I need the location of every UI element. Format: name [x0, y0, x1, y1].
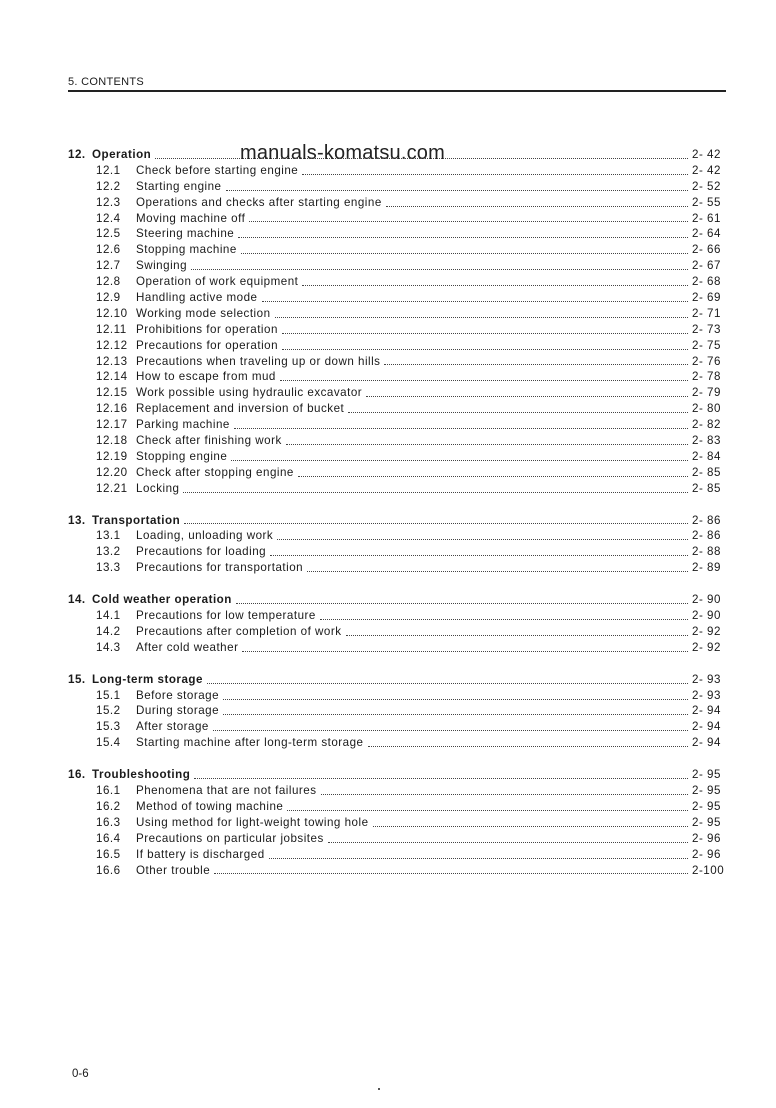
- toc-title: Locking: [136, 481, 180, 495]
- toc-entry[interactable]: [68, 354, 730, 370]
- toc-chapter-entry[interactable]: [68, 592, 730, 608]
- toc-page: 2- 88: [692, 545, 721, 559]
- dot-leader: [373, 825, 688, 827]
- toc-page: 2- 85: [692, 465, 721, 479]
- dot-leader: [277, 538, 688, 540]
- toc-section: [68, 767, 730, 878]
- dot-leader: [282, 348, 688, 350]
- toc-number: 13.2: [96, 545, 121, 559]
- dot-leader: [368, 745, 689, 747]
- toc-title: If battery is discharged: [136, 847, 265, 861]
- toc-title: Precautions for loading: [136, 545, 267, 559]
- toc-number: 12.16: [96, 402, 128, 416]
- toc-page: 2- 73: [692, 322, 721, 336]
- toc-entry[interactable]: [68, 640, 730, 656]
- toc-number: 16.3: [96, 815, 121, 829]
- toc-entry[interactable]: [68, 242, 730, 258]
- toc-entry[interactable]: [68, 322, 730, 338]
- toc-page: 2- 92: [692, 624, 721, 638]
- toc-title: Swinging: [136, 259, 188, 273]
- toc-title: Cold weather operation: [92, 593, 232, 607]
- toc-title: Moving machine off: [136, 211, 246, 225]
- toc-number: 13.1: [96, 529, 121, 543]
- toc-title: Precautions after completion of work: [136, 624, 342, 638]
- toc-entry[interactable]: [68, 831, 730, 847]
- toc-number: 16.4: [96, 831, 121, 845]
- toc-number: 12.13: [96, 354, 128, 368]
- toc-entry[interactable]: [68, 815, 730, 831]
- dot-leader: [242, 650, 688, 652]
- dot-leader: [223, 698, 688, 700]
- toc-number: 12.18: [96, 434, 128, 448]
- toc-page: 2- 95: [692, 784, 721, 798]
- dot-leader: [191, 268, 688, 270]
- toc-page: 2- 85: [692, 481, 721, 495]
- toc-page: 2- 76: [692, 354, 721, 368]
- toc-number: 12.10: [96, 306, 128, 320]
- dot-leader: [321, 793, 689, 795]
- toc-page: 2- 95: [692, 799, 721, 813]
- toc-entry[interactable]: [68, 560, 730, 576]
- toc-page: 2- 96: [692, 831, 721, 845]
- toc-title: Long-term storage: [92, 672, 203, 686]
- dot-leader: [226, 189, 689, 191]
- dot-leader: [280, 379, 688, 381]
- dot-leader: [249, 220, 688, 222]
- toc-title: Troubleshooting: [92, 768, 191, 782]
- table-of-contents: [68, 147, 730, 894]
- header-title: 5. CONTENTS: [68, 76, 145, 88]
- toc-title: Starting machine after long-term storage: [136, 736, 364, 750]
- toc-entry[interactable]: [68, 688, 730, 704]
- page-number: 0-6: [72, 1068, 89, 1080]
- toc-section: [68, 592, 730, 656]
- toc-entry[interactable]: [68, 369, 730, 385]
- toc-page: 2- 84: [692, 449, 721, 463]
- toc-title: Before storage: [136, 688, 220, 702]
- toc-number: 12.11: [96, 322, 127, 336]
- toc-page: 2- 68: [692, 275, 721, 289]
- toc-title: During storage: [136, 704, 220, 718]
- toc-page: 2- 42: [692, 163, 721, 177]
- toc-title: Steering machine: [136, 227, 235, 241]
- toc-title: Transportation: [92, 513, 181, 527]
- toc-entry[interactable]: [68, 274, 730, 290]
- toc-entry[interactable]: [68, 449, 730, 465]
- toc-number: 12.20: [96, 465, 128, 479]
- toc-number: 12.1: [96, 163, 121, 177]
- dot-leader: [298, 475, 688, 477]
- toc-entry[interactable]: [68, 719, 730, 735]
- dot-leader: [241, 252, 688, 254]
- toc-entry[interactable]: [68, 338, 730, 354]
- toc-page: 2- 94: [692, 736, 721, 750]
- toc-title: Phenomena that are not failures: [136, 784, 317, 798]
- scan-mark: [378, 1088, 380, 1090]
- toc-entry[interactable]: [68, 211, 730, 227]
- toc-entry[interactable]: [68, 385, 730, 401]
- toc-chapter-entry[interactable]: [68, 147, 730, 163]
- toc-page: 2- 55: [692, 195, 721, 209]
- toc-title: Check before starting engine: [136, 163, 299, 177]
- toc-entry[interactable]: [68, 704, 730, 720]
- toc-number: 16.1: [96, 784, 121, 798]
- toc-title: Precautions for transportation: [136, 561, 304, 575]
- toc-section: [68, 513, 730, 577]
- dot-leader: [302, 284, 688, 286]
- toc-section: [68, 672, 730, 751]
- toc-entry[interactable]: [68, 417, 730, 433]
- toc-entry[interactable]: [68, 735, 730, 751]
- toc-number: 12.17: [96, 418, 128, 432]
- toc-title: After cold weather: [136, 640, 239, 654]
- toc-page: 2- 61: [692, 211, 721, 225]
- dot-leader: [236, 602, 688, 604]
- toc-entry[interactable]: [68, 290, 730, 306]
- toc-number: 16.: [68, 768, 86, 782]
- toc-entry[interactable]: [68, 226, 730, 242]
- dot-leader: [238, 236, 688, 238]
- toc-entry[interactable]: [68, 528, 730, 544]
- toc-page: 2- 90: [692, 609, 721, 623]
- dot-leader: [282, 332, 688, 334]
- dot-leader: [384, 363, 688, 365]
- toc-number: 12.14: [96, 370, 128, 384]
- toc-number: 15.2: [96, 704, 121, 718]
- toc-title: Prohibitions for operation: [136, 322, 278, 336]
- toc-number: 14.1: [96, 609, 121, 623]
- toc-entry[interactable]: [68, 163, 730, 179]
- dot-leader: [262, 300, 689, 302]
- dot-leader: [348, 411, 688, 413]
- dot-leader: [214, 872, 688, 874]
- dot-leader: [302, 173, 688, 175]
- toc-entry[interactable]: [68, 799, 730, 815]
- toc-number: 12.: [68, 147, 86, 161]
- toc-number: 13.: [68, 513, 86, 527]
- toc-page: 2- 64: [692, 227, 721, 241]
- toc-title: Method of towing machine: [136, 799, 284, 813]
- dot-leader: [207, 682, 688, 684]
- dot-leader: [194, 777, 688, 779]
- toc-number: 12.12: [96, 338, 128, 352]
- dot-leader: [223, 713, 688, 715]
- toc-page: 2- 80: [692, 402, 721, 416]
- toc-page: 2- 71: [692, 306, 721, 320]
- toc-number: 12.6: [96, 243, 121, 257]
- toc-number: 12.4: [96, 211, 121, 225]
- toc-chapter-entry[interactable]: [68, 513, 730, 529]
- toc-page: 2- 69: [692, 291, 721, 304]
- page-header: [68, 76, 726, 92]
- toc-title: Precautions for operation: [136, 338, 279, 352]
- toc-title: Handling active mode: [136, 291, 258, 304]
- toc-title: Precautions when traveling up or down hills: [136, 354, 381, 368]
- dot-leader: [269, 857, 688, 859]
- toc-number: 16.6: [96, 863, 121, 877]
- toc-section: [68, 147, 730, 497]
- toc-page: 2- 83: [692, 434, 721, 448]
- toc-title: Parking machine: [136, 418, 230, 432]
- toc-title: Working mode selection: [136, 306, 271, 320]
- toc-page: 2- 42: [692, 147, 721, 161]
- toc-title: Check after finishing work: [136, 434, 282, 448]
- toc-page: 2- 86: [692, 513, 721, 527]
- dot-leader: [366, 395, 688, 397]
- toc-page: 2- 66: [692, 243, 721, 257]
- toc-page: 2- 90: [692, 593, 721, 607]
- dot-leader: [183, 491, 688, 493]
- toc-number: 12.2: [96, 179, 121, 193]
- dot-leader: [320, 618, 688, 620]
- dot-leader: [286, 443, 688, 445]
- toc-page: 2- 78: [692, 370, 721, 384]
- toc-number: 14.2: [96, 624, 121, 638]
- toc-page: 2- 94: [692, 704, 721, 718]
- toc-page: 2- 67: [692, 259, 721, 273]
- toc-page: 2- 96: [692, 847, 721, 861]
- toc-page: 2- 93: [692, 688, 721, 702]
- toc-title: After storage: [136, 720, 209, 734]
- toc-title: Stopping machine: [136, 243, 237, 257]
- toc-title: Using method for light-weight towing hole: [136, 815, 369, 829]
- toc-entry[interactable]: [68, 433, 730, 449]
- dot-leader: [234, 427, 688, 429]
- dot-leader: [386, 205, 688, 207]
- toc-entry[interactable]: [68, 258, 730, 274]
- toc-page: 2- 89: [692, 561, 721, 575]
- toc-title: Starting engine: [136, 179, 222, 193]
- toc-chapter-entry[interactable]: [68, 767, 730, 783]
- toc-number: 14.: [68, 593, 86, 607]
- toc-title: Operation: [92, 147, 152, 161]
- toc-title: How to escape from mud: [136, 370, 276, 384]
- toc-entry[interactable]: [68, 847, 730, 863]
- toc-entry[interactable]: [68, 179, 730, 195]
- toc-number: 12.21: [96, 481, 128, 495]
- toc-page: 2- 79: [692, 386, 721, 400]
- toc-title: Work possible using hydraulic excavator: [136, 386, 363, 400]
- toc-title: Stopping engine: [136, 449, 228, 463]
- toc-number: 12.3: [96, 195, 121, 209]
- toc-number: 12.7: [96, 259, 121, 273]
- toc-title: Precautions for low temperature: [136, 609, 316, 623]
- toc-page: 2- 86: [692, 529, 721, 543]
- toc-entry[interactable]: [68, 544, 730, 560]
- dot-leader: [287, 809, 688, 811]
- toc-page: 2- 75: [692, 338, 721, 352]
- toc-entry[interactable]: [68, 401, 730, 417]
- dot-leader: [307, 570, 688, 572]
- toc-number: 16.2: [96, 799, 121, 813]
- toc-page: 2- 82: [692, 418, 721, 432]
- toc-entry[interactable]: [68, 465, 730, 481]
- toc-number: 15.3: [96, 720, 121, 734]
- toc-number: 13.3: [96, 561, 121, 575]
- dot-leader: [346, 634, 688, 636]
- toc-page: 2- 95: [692, 815, 721, 829]
- toc-number: 12.19: [96, 449, 128, 463]
- toc-page: 2- 95: [692, 768, 721, 782]
- toc-entry[interactable]: [68, 481, 730, 497]
- toc-entry[interactable]: [68, 624, 730, 640]
- toc-page: 2- 52: [692, 179, 721, 193]
- toc-title: Operation of work equipment: [136, 275, 299, 289]
- toc-number: 15.1: [96, 688, 121, 702]
- dot-leader: [184, 522, 688, 524]
- toc-number: 15.: [68, 672, 86, 686]
- toc-title: Other trouble: [136, 863, 211, 877]
- toc-title: Check after stopping engine: [136, 465, 294, 479]
- dot-leader: [231, 459, 688, 461]
- toc-entry[interactable]: [68, 863, 730, 879]
- dot-leader: [270, 554, 688, 556]
- toc-title: Precautions on particular jobsites: [136, 831, 324, 845]
- toc-number: 14.3: [96, 640, 121, 654]
- watermark: manuals-komatsu.com: [240, 142, 445, 164]
- dot-leader: [213, 729, 688, 731]
- toc-entry[interactable]: [68, 783, 730, 799]
- toc-title: Replacement and inversion of bucket: [136, 402, 345, 416]
- toc-number: 12.15: [96, 386, 128, 400]
- toc-entry[interactable]: [68, 608, 730, 624]
- toc-title: Loading, unloading work: [136, 529, 274, 543]
- dot-leader: [328, 841, 688, 843]
- toc-number: 16.5: [96, 847, 121, 861]
- toc-page: 2-100: [692, 863, 725, 877]
- toc-page: 2- 93: [692, 672, 721, 686]
- toc-number: 15.4: [96, 736, 121, 750]
- toc-page: 2- 94: [692, 720, 721, 734]
- toc-chapter-entry[interactable]: [68, 672, 730, 688]
- dot-leader: [155, 157, 688, 159]
- toc-number: 12.8: [96, 275, 121, 289]
- toc-title: Operations and checks after starting engine: [136, 195, 382, 209]
- toc-entry[interactable]: [68, 195, 730, 211]
- toc-page: 2- 92: [692, 640, 721, 654]
- toc-number: 12.9: [96, 291, 121, 304]
- dot-leader: [275, 316, 688, 318]
- toc-number: 12.5: [96, 227, 121, 241]
- toc-entry[interactable]: [68, 306, 730, 322]
